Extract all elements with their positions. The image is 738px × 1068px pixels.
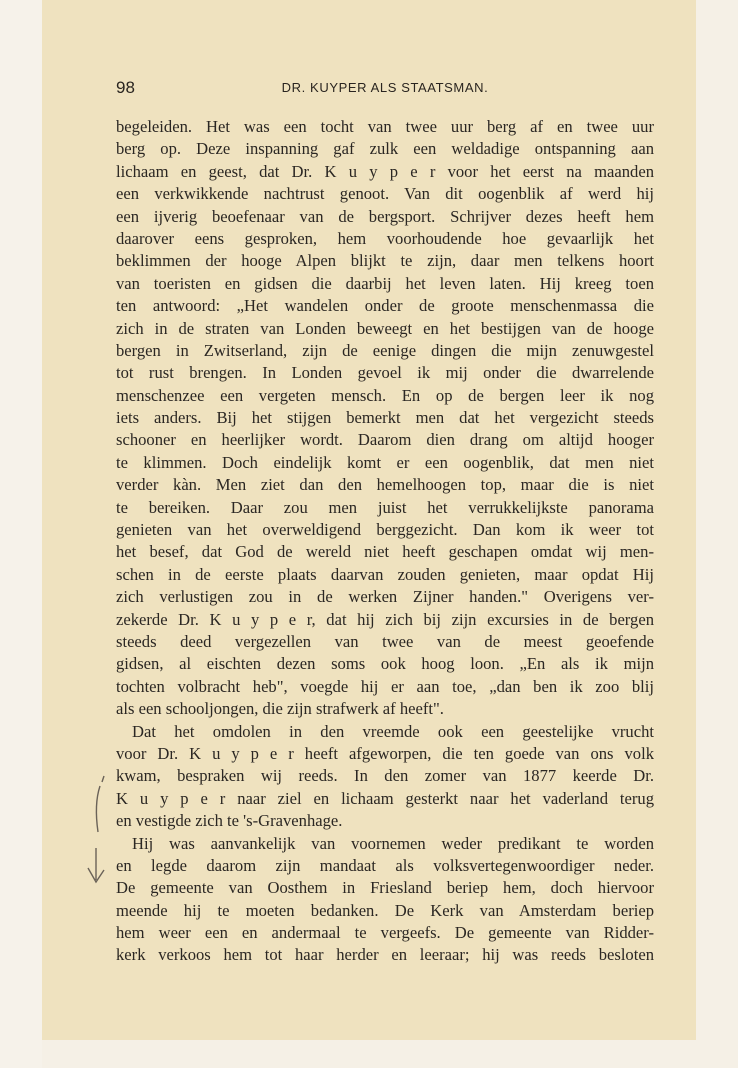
text-line: tot rust brengen. In Londen gevoel ik mij onder die dwarrelende: [116, 363, 654, 383]
paragraph-first-line: Dat het omdolen in den vreemde ook een geestelijke vrucht: [132, 721, 654, 741]
text-line: begeleiden. Het was een tocht van twee uur berg af en twee uur: [116, 117, 654, 136]
margin-bracket-mark: [88, 772, 112, 836]
text-line: gidsen, al eischten dezen soms ook hoog loon. „En als ik mijn: [116, 654, 654, 674]
text-line: berg op. Deze inspanning gaf zulk een weldadige ontspanning aan: [116, 139, 654, 159]
text-line: menschenzee een vergeten mensch. En op de bergen leer ik nog: [116, 385, 654, 405]
text-line: en legde daarom zijn mandaat als volksvertegenwoordiger neder.: [116, 855, 654, 875]
text-line: bergen in Zwitserland, zijn de eenige dingen die mijn zenuwgestel: [116, 340, 654, 360]
text-line: hem weer een en andermaal te vergeefs. De gemeente van Ridder-: [116, 923, 654, 943]
page-header: [116, 78, 654, 98]
body-text: [116, 116, 654, 967]
text-line: genieten van het overweldigend berggezicht. Dan kom ik weer tot: [116, 520, 654, 540]
text-line: iets anders. Bij het stijgen bemerkt men dat het vergezicht steeds: [116, 408, 654, 428]
text-line: van toeristen en gidsen die daarbij het leven laten. Hij kreeg toen: [116, 273, 654, 293]
text-line: het besef, dat God de wereld niet heeft geschapen omdat wij men-: [116, 542, 654, 562]
text-line: beklimmen der hooge Alpen blijkt te zijn, daar men telkens hoort: [116, 251, 654, 271]
text-line: een verkwikkende nachtrust genoot. Van dit oogenblik af werd hij: [116, 184, 654, 204]
text-line: een ijverig beoefenaar van de bergsport. Schrijver dezes heeft hem: [116, 206, 654, 226]
page-margin: [0, 0, 42, 1068]
text-line: zekerde Dr. K u y p e r, dat hij zich bij zijn excursies in de bergen: [116, 609, 654, 629]
text-line: De gemeente van Oosthem in Friesland beriep hem, doch hiervoor: [116, 878, 654, 898]
text-line: kwam, bespraken wij reeds. In den zomer van 1877 keerde Dr.: [116, 766, 654, 786]
text-line: zich in de straten van Londen beweegt en het bestijgen van de hooge: [116, 318, 654, 338]
text-line: tochten volbracht heb", voegde hij er aan toe, „dan ben ik zoo blij: [116, 676, 654, 696]
running-head: DR. KUYPER ALS STAATSMAN.: [281, 80, 489, 95]
text-line: verder kàn. Men ziet dan den hemelhoogen top, maar die is niet: [116, 475, 654, 495]
page-number: 98: [116, 78, 135, 97]
text-line: daarover eens gesproken, hem voorhoudende hoe gevaarlijk het: [116, 228, 654, 248]
text-line: voor Dr. K u y p e r heeft afgeworpen, die ten goede van ons volk: [116, 743, 654, 763]
text-line: K u y p e r naar ziel en lichaam gesterkt naar het vaderland terug: [116, 788, 654, 808]
paragraph-first-line: Hij was aanvankelijk van voornemen weder predikant te worden: [132, 833, 654, 853]
text-line: schooner en heerlijker wordt. Daarom dien drang om altijd hooger: [116, 430, 654, 450]
text-line: schen in de eerste plaats daarvan zouden genieten, maar opdat Hij: [116, 564, 654, 584]
text-line: te bereiken. Daar zou men juist het verrukkelijkste panorama: [116, 497, 654, 517]
text-line: steeds deed vergezellen van twee van de meest geoefende: [116, 631, 654, 651]
text-line: ten antwoord: „Het wandelen onder de groote menschenmassa die: [116, 296, 654, 316]
paragraph-last-line: en vestigde zich te 's-Gravenhage.: [116, 811, 343, 831]
text-line: meende hij te moeten bedanken. De Kerk van Amsterdam beriep: [116, 900, 654, 920]
margin-arrow-mark: [84, 846, 110, 886]
paragraph-last-line: als een schooljongen, die zijn strafwerk af heeft".: [116, 699, 444, 719]
text-line: te klimmen. Doch eindelijk komt er een oogenblik, dat men niet: [116, 452, 654, 472]
text-line: zich verlustigen zou in de werken Zijner handen." Overigens ver-: [116, 587, 654, 607]
text-line: lichaam en geest, dat Dr. K u y p e r voor het eerst na maanden: [116, 161, 654, 181]
text-line: kerk verkoos hem tot haar herder en leeraar; hij was reeds besloten: [116, 945, 654, 965]
